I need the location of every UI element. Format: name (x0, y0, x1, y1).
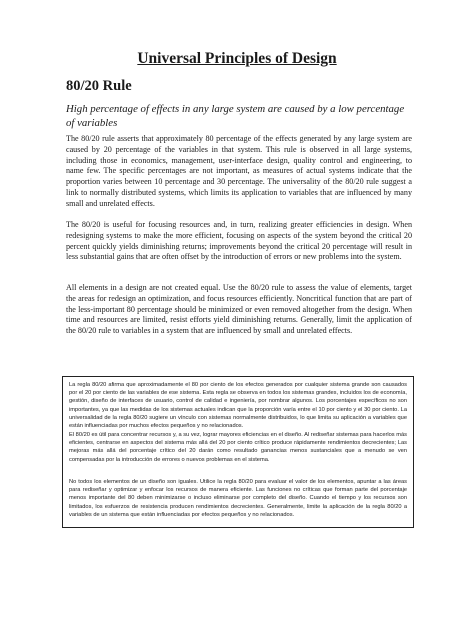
body-paragraph-2: The 80/20 is useful for focusing resources and, in turn, realizing greater efficiencies in design. When redesigning systems to make the more efficient, focusing on aspects of the system beyond the critical 20 percent quickly yields diminishing returns; improvements beyond the critical 20 percentage will result in less substantial gains that are often offset by the introduction of errors or new problems into the system. (66, 220, 412, 262)
document-title: Universal Principles of Design (137, 50, 337, 67)
section-heading: 80/20 Rule (66, 78, 132, 94)
spanish-translation-box (62, 376, 414, 528)
translation-paragraph-1: La regla 80/20 afirma que aproximadamente el 80 por ciento de los efectos generados por cualquier sistema grande son causados por el 20 por ciento de las variables de ese sistema. Esta regla se observa en todos los sistemas grandes, incluidos los de economía, gestión, diseño de interfaces de usuario, control de calidad e ingeniería, por nombrar algunos. Los porcentajes específicos no son importantes, ya que las medidas de los sistemas actuales indican que la proporción varía entre el 10 por ciento y el 30 por ciento. La universalidad de la regla 80/20 sugiere un vínculo con sistemas normalmente distribuidos, lo que limita su aplicación a variables que están influenciadas por muchos efectos pequeños y no relacionados. (69, 382, 407, 430)
body-paragraph-1: The 80/20 rule asserts that approximately 80 percentage of the effects generated by any large system are caused by 20 percentage of the variables in that system. This rule is observed in all large systems, including those in economics, management, user-interface design, quality control and engineering, to name few. The specific percentages are not important, as measures of actual systems indicate that the proportion varies between 10 percentage and 30 percentage. The universality of the 80/20 rule suggest a link to normally distributed systems, which limits its application to variables that are influenced by many small and unrelated effects. (66, 134, 412, 208)
translation-paragraph-2: El 80/20 es útil para concentrar recursos y, a su vez, lograr mayores eficiencias en el diseño. Al rediseñar sistemas para hacerlos más eficientes, centrarse en aspectos del sistema más allá del 20 por ciento crítico produce rápidamente rendimientos decrecientes; Las mejoras más allá del porcentaje crítico del 20 darán como resultado ganancias menos sustanciales que a menudo se ven compensadas por la introducción de errores o nuevos problemas en el sistema. (69, 432, 407, 463)
section-subtitle: High percentage of effects in any large system are caused by a low percentage of variables (66, 103, 405, 129)
body-paragraph-3: All elements in a design are not created equal. Use the 80/20 rule to assess the value of elements, target the areas for redesign an optimization, and focus resources efficiently. Noncritical function that are part of the less-important 80 percentage should be minimized or even removed altogether from the design. When time and resources are limited, resist efforts yield diminishing returns. Generally, limit the application of the 80/20 rule to variables in a system that are influenced by small and unrelated effects. (66, 283, 412, 336)
translation-paragraph-3: No todos los elementos de un diseño son iguales. Utilice la regla 80/20 para evaluar el valor de los elementos, apuntar a las áreas para rediseñar y optimizar y enfocar los recursos de manera eficiente. Las funciones no críticas que forman parte del porcentaje menos importante del 80 deben minimizarse o incluso eliminarse por completo del diseño. Cuando el tiempo y los recursos son limitados, los esfuerzos de resistencia producen rendimientos decrecientes. Generalmente, limite la aplicación de la regla 80/20 a variables de un sistema que están influenciadas por efectos pequeños y no relacionados. (69, 479, 407, 518)
